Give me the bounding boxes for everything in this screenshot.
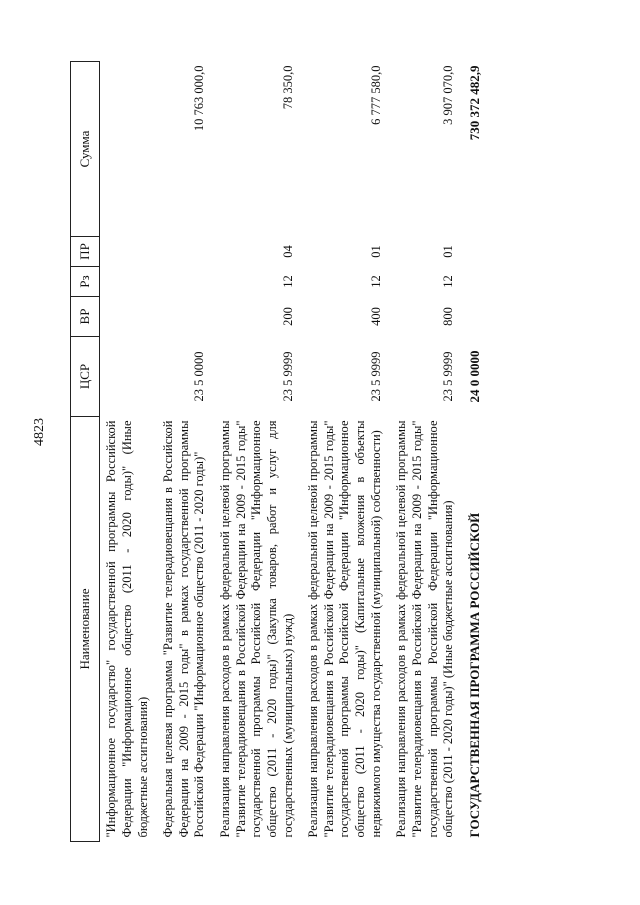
budget-table-container xyxy=(70,62,590,842)
row-pr: 01 xyxy=(441,245,456,258)
row-vr xyxy=(100,297,157,337)
row-pr xyxy=(100,237,157,267)
table-header-row xyxy=(71,62,100,842)
row-csr: 23 5 0000 xyxy=(192,351,207,402)
row-sum: 10 763 000,0 xyxy=(192,65,207,132)
row-csr: 23 5 9999 xyxy=(441,351,456,402)
row-csr xyxy=(100,337,157,417)
row-vr: 800 xyxy=(441,307,456,326)
total-row xyxy=(463,62,489,842)
row-name: Реализация направления расходов в рамках федеральной целевой программы "Развитие телерадиовещания в Российской Федерации на 2009 - 2015 годы" государственной программы Российской Федерации "Информационное общество (2011 - 2020 годы)" (Иные бюджетные ассигнования) xyxy=(394,420,456,838)
table-row xyxy=(390,62,463,842)
row-csr: 23 5 9999 xyxy=(368,351,383,402)
row-rz: 12 xyxy=(280,275,295,288)
row-rz: 12 xyxy=(441,275,456,288)
page-number xyxy=(20,412,60,452)
header-vr: ВР xyxy=(71,297,100,337)
row-sum xyxy=(100,62,157,237)
row-sum: 3 907 070,0 xyxy=(441,65,456,125)
row-csr: 23 5 9999 xyxy=(280,351,295,402)
row-pr: 01 xyxy=(368,245,383,258)
row-sum: 78 350,0 xyxy=(280,65,295,110)
row-vr: 200 xyxy=(280,307,295,326)
row-name: Федеральная целевая программа "Развитие телерадиовещания в Российской Федерации на 2009 - 2015 годы" в рамках государственной программы Российской Федерации "Информационное общество (2011 - 2020 годы)" xyxy=(161,420,207,838)
row-pr xyxy=(157,237,214,267)
page-number-text: 4823 xyxy=(32,418,47,446)
budget-table xyxy=(70,61,489,842)
table-row xyxy=(302,62,390,842)
row-name: Реализация направления расходов в рамках федеральной целевой программы "Развитие телерадиовещания в Российской Федерации на 2009 - 2015 годы" государственной программы Российской Федерации "Информационное общество (2011 - 2020 годы)" (Капитальные вложения в объекты недвижимого имущества государственной (муниципальной) собственности) xyxy=(306,420,383,838)
header-sum: Сумма xyxy=(71,62,100,237)
total-name: ГОСУДАРСТВЕННАЯ ПРОГРАММА РОССИЙСКОЙ xyxy=(466,512,482,838)
table-row xyxy=(100,62,157,842)
header-name: Наименование xyxy=(71,417,100,842)
row-vr: 400 xyxy=(368,307,383,326)
row-name: Реализация направления расходов в рамках федеральной целевой программы "Развитие телерадиовещания в Российской Федерации на 2009 - 2015 годы" государственной программы Российской Федерации "Информационное общество (2011 - 2020 годы)" (Закупка товаров, работ и услуг для государственных (муниципальных) нужд) xyxy=(218,420,295,838)
table-row xyxy=(214,62,302,842)
header-pr: ПР xyxy=(71,237,100,267)
row-rz xyxy=(100,267,157,297)
row-name: "Информационное государство" государственной программы Российской Федерации "Информационное общество (2011 - 2020 годы)" (Иные бюджетные ассигнования) xyxy=(104,420,150,838)
total-sum: 730 372 482,9 xyxy=(466,65,482,141)
total-csr: 24 0 0000 xyxy=(466,350,482,403)
row-sum: 6 777 580,0 xyxy=(368,65,383,125)
header-rz: Рз xyxy=(71,267,100,297)
header-csr: ЦСР xyxy=(71,337,100,417)
row-vr xyxy=(157,297,214,337)
row-pr: 04 xyxy=(280,245,295,258)
row-rz: 12 xyxy=(368,275,383,288)
table-row xyxy=(157,62,214,842)
row-rz xyxy=(157,267,214,297)
